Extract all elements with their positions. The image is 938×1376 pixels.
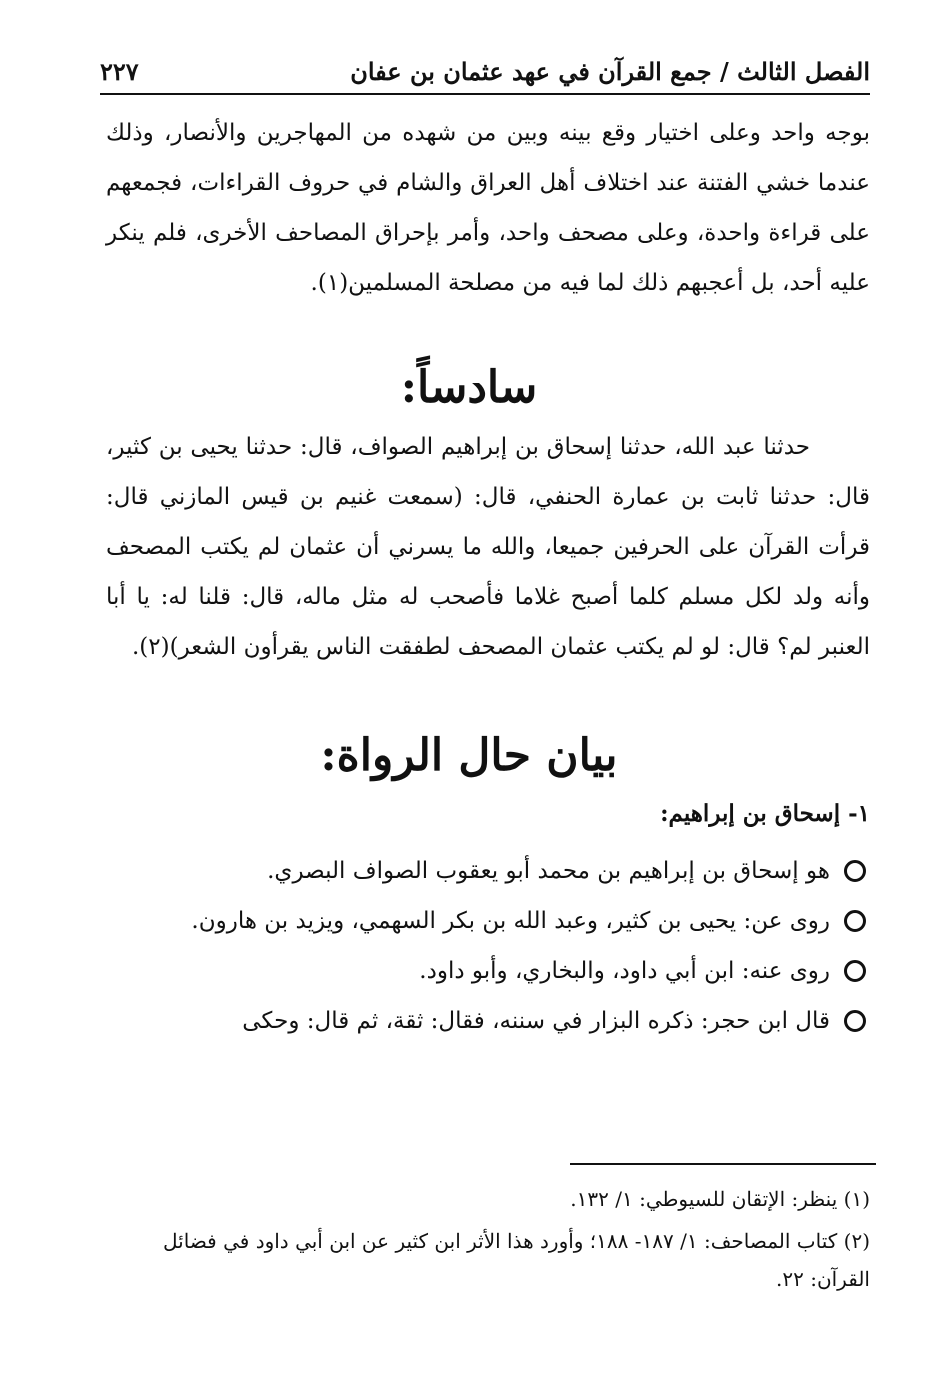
circle-bullet-icon <box>844 960 866 982</box>
circle-bullet-icon <box>844 1010 866 1032</box>
circle-bullet-icon <box>844 910 866 932</box>
running-header <box>100 55 870 95</box>
bullet-text: قال ابن حجر: ذكره البزار في سننه، فقال: ثقة، ثم قال: وحكى <box>242 1008 830 1034</box>
bullet-text: روى عن: يحيى بن كثير، وعبد الله بن بكر السهمي، ويزيد بن هارون. <box>191 908 830 934</box>
footnote-separator <box>570 1163 876 1165</box>
chapter-title: الفصل الثالث / جمع القرآن في عهد عثمان بن عفان <box>350 57 870 86</box>
bullet-item <box>106 846 870 896</box>
narrator-1-title: ١- إسحاق بن إبراهيم: <box>660 800 870 827</box>
paragraph-2-block <box>106 422 870 672</box>
section-heading: سادساً: <box>400 362 538 413</box>
bullet-item <box>106 946 870 996</box>
circle-bullet-icon <box>844 860 866 882</box>
bullet-text: روى عنه: ابن أبي داود، والبخاري، وأبو داود. <box>419 958 830 984</box>
narrator-bullet-list <box>106 846 870 1046</box>
page-number: ٢٢٧ <box>100 57 139 86</box>
paragraph-2: حدثنا عبد الله، حدثنا إسحاق بن إبراهيم الصواف، قال: حدثنا يحيى بن كثير، قال: حدثنا ثابت بن عمارة الحنفي، قال: (سمعت غنيم بن قيس المازني قال: قرأت القرآن على الحرفين جميعا، والله ما يسرني أن عثمان لم يكتب المصحف وأنه ولد لكل مسلم كلما أصبح غلاما فأصحب له مثل ماله، قال: قلنا له: يا أبا العنبر لم؟ قال: لو لم يكتب عثمان المصحف لطفقت الناس يقرأون الشعر)(٢). <box>106 434 870 660</box>
bullet-item <box>106 896 870 946</box>
bullet-text: هو إسحاق بن إبراهيم بن محمد أبو يعقوب الصواف البصري. <box>267 858 830 884</box>
bullet-item <box>106 996 870 1046</box>
footnote-1: (١) ينظر: الإتقان للسيوطي: ١/ ١٣٢. <box>570 1187 870 1211</box>
footnote-2: (٢) كتاب المصاحف: ١/ ١٨٧- ١٨٨؛ وأورد هذا الأثر ابن كثير عن ابن أبي داود في فضائل القرآن: ٢٢. <box>163 1229 870 1291</box>
narrators-heading: بيان حال الرواة: <box>320 730 618 781</box>
paragraph-1: بوجه واحد وعلى اختيار وقع بينه وبين من شهده من المهاجرين والأنصار، وذلك عندما خشي الفتنة عند اختلاف أهل العراق والشام في حروف القراءات، فجمعهم على قراءة واحدة، وعلى مصحف واحد، وأمر بإحراق المصاحف الأخرى، فلم ينكر عليه أحد، بل أعجبهم ذلك لما فيه من مصلحة المسلمين(١). <box>106 120 870 296</box>
paragraph-1-block <box>106 108 870 308</box>
